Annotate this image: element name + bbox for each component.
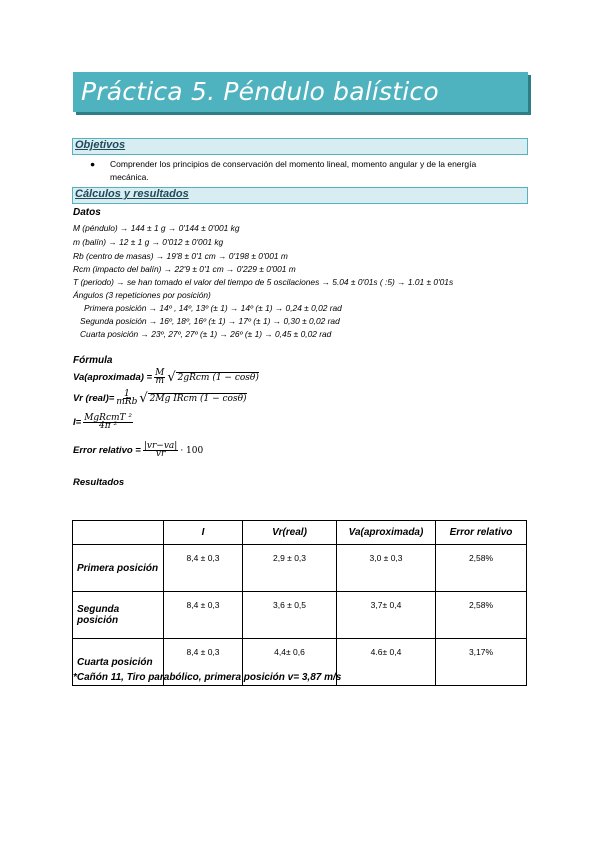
section-objetivos <box>72 138 528 155</box>
objetivo-item: Comprender los principios de conservación del momento lineal, momento angular y de la energía mecánica. <box>110 159 477 182</box>
datos-heading: Datos <box>73 207 101 218</box>
row-label: Primera posición <box>73 545 164 592</box>
formula-error-frac <box>143 443 178 458</box>
header-cell-empty <box>73 521 164 545</box>
dato-line: M (péndulo) → 144 ± 1 g → 0'144 ± 0'001 kg <box>73 223 240 233</box>
title-banner <box>73 72 528 112</box>
frac-den: mRb <box>116 397 138 407</box>
dato-line: Rb (centro de masas) → 19'8 ± 0'1 cm → 0'198 ± 0'001 m <box>73 251 288 261</box>
dato-line: T (periodo) → se han tomado el valor del tiempo de 5 oscilaciones → 5.04 ± 0'01s ( :5) → 1.01 ± 0'01s <box>73 277 454 287</box>
frac-num: M <box>155 368 165 378</box>
cell-vr: 4,4± 0,6 <box>243 639 337 686</box>
formula-i <box>73 415 135 430</box>
formula-error <box>73 443 203 458</box>
formula-i-label: I= <box>73 417 82 428</box>
row-label: Cuarta posición <box>73 639 164 686</box>
dato-line: Primera posición → 14º , 14º, 13º (± 1) → 14º (± 1) → 0,24 ± 0,02 rad <box>84 303 342 313</box>
cell-error: 2,58% <box>436 592 527 639</box>
cell-va: 3,7± 0,4 <box>337 592 436 639</box>
table-header-row <box>73 521 527 545</box>
frac-den: 4π ² <box>99 421 118 431</box>
dato-line: Cuarta posición → 23º, 27º, 27º (± 1) → 26º (± 1) → 0,45 ± 0,02 rad <box>80 329 332 339</box>
formula-i-frac <box>83 415 133 430</box>
cell-error: 3,17% <box>436 639 527 686</box>
frac-num: 1 <box>123 389 130 399</box>
sqrt-body: 2gRcm (1 − cosθ) <box>177 373 259 383</box>
row-label: Segunda posición <box>73 592 164 639</box>
formula-vr-frac <box>116 391 137 406</box>
resultados-heading: Resultados <box>73 477 125 488</box>
frac-den: m <box>155 376 164 386</box>
footnote: *Cañón 11, Tiro parabólico, primera posición v= 3,87 m/s <box>73 672 342 683</box>
section-calculos <box>72 187 528 204</box>
formula-heading: Fórmula <box>73 355 113 366</box>
cell-error: 2,58% <box>436 545 527 592</box>
section-objetivos-label: Objetivos <box>75 139 126 151</box>
frac-den: vr <box>155 449 166 459</box>
dato-line: Ángulos (3 repeticiones por posición) <box>73 290 211 300</box>
dato-line: m (balín) → 12 ± 1 g → 0'012 ± 0'001 kg <box>73 237 224 247</box>
table-row <box>73 545 527 592</box>
cell-va: 3,0 ± 0,3 <box>337 545 436 592</box>
cell-i: 8,4 ± 0,3 <box>164 639 243 686</box>
cell-vr: 2,9 ± 0,3 <box>243 545 337 592</box>
results-table <box>72 520 527 686</box>
formula-vr-label: Vr (real)= <box>73 393 115 404</box>
dato-line: Segunda posición → 16º, 18º, 16º (± 1) → 17º (± 1) → 0,30 ± 0,02 rad <box>80 316 340 326</box>
formula-vr <box>73 391 247 406</box>
formula-error-tail: · 100 <box>180 445 204 456</box>
frac-num: |vr−va| <box>143 441 178 451</box>
cell-i: 8,4 ± 0,3 <box>164 592 243 639</box>
sqrt-body: 2Mg IRcm (1 − cosθ) <box>149 394 247 404</box>
formula-va-frac <box>154 370 165 385</box>
header-cell-error: Error relativo <box>436 521 527 545</box>
header-cell-va: Va(aproximada) <box>337 521 436 545</box>
header-cell-i: I <box>164 521 243 545</box>
formula-error-label: Error relativo = <box>73 445 141 456</box>
bullet-dot: ● <box>90 159 96 169</box>
cell-va: 4.6± 0,4 <box>337 639 436 686</box>
formula-va <box>73 370 259 385</box>
page-title: Práctica 5. Péndulo balístico <box>81 77 439 106</box>
table-row <box>73 592 527 639</box>
sqrt-symbol: √ 2gRcm (1 − cosθ) <box>167 370 259 385</box>
cell-vr: 3,6 ± 0,5 <box>243 592 337 639</box>
frac-num: MgRcmT ² <box>84 413 132 423</box>
formula-va-label: Va(aproximada) = <box>73 372 153 383</box>
dato-line: Rcm (impacto del balín) → 22'9 ± 0'1 cm → 0'229 ± 0'001 m <box>73 264 296 274</box>
cell-i: 8,4 ± 0,3 <box>164 545 243 592</box>
header-cell-vr: Vr(real) <box>243 521 337 545</box>
section-calculos-label: Cálculos y resultados <box>75 188 189 200</box>
sqrt-symbol: √ 2Mg IRcm (1 − cosθ) <box>139 391 247 406</box>
